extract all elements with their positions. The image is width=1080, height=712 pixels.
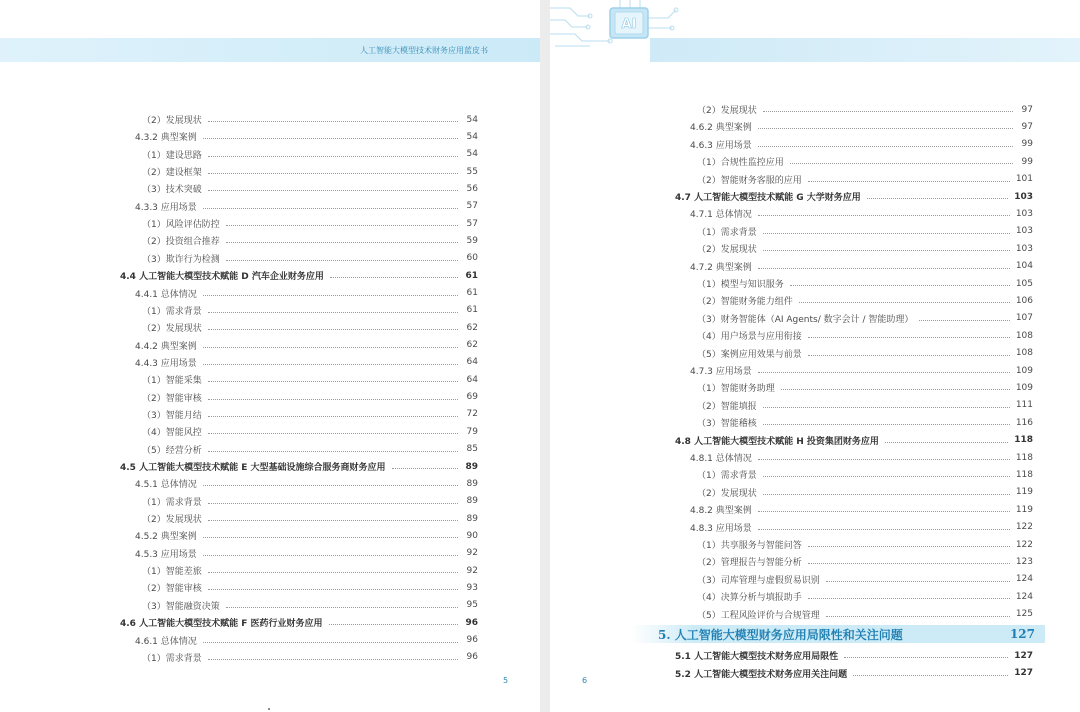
stray-mark <box>268 708 270 710</box>
toc-entry-page: 64 <box>466 357 478 368</box>
toc-entry[interactable] <box>675 153 1033 170</box>
toc-entry[interactable] <box>675 432 1033 449</box>
dot-leader <box>203 642 458 643</box>
toc-entry-title: 4.8.3 应用场景 <box>690 523 752 534</box>
dot-leader <box>790 163 1013 164</box>
toc-entry-page: 85 <box>466 444 478 455</box>
toc-entry-page: 60 <box>466 253 478 264</box>
toc-entry-page: 119 <box>1015 487 1033 498</box>
toc-entry-title: （5）工程风险评价与合规管理 <box>697 610 820 621</box>
toc-entry[interactable] <box>675 275 1033 292</box>
dot-leader <box>203 555 458 556</box>
dot-leader <box>758 146 1013 147</box>
dot-leader <box>203 295 458 296</box>
toc-entry-title: （3）司库管理与虚假贸易识别 <box>697 575 820 586</box>
toc-entry[interactable] <box>120 267 478 284</box>
toc-entry-title: 4.4.2 典型案例 <box>135 341 197 352</box>
dot-leader <box>808 337 1010 338</box>
toc-entry[interactable] <box>120 475 478 492</box>
dot-leader <box>203 537 458 538</box>
dot-leader <box>763 424 1010 425</box>
toc-entry[interactable] <box>675 414 1033 431</box>
toc-entry-title: 4.4 人工智能大模型技术赋能 D 汽车企业财务应用 <box>120 272 324 283</box>
toc-entry[interactable] <box>120 458 478 475</box>
dot-leader <box>226 260 458 261</box>
toc-entry-title: （5）案例应用效果与前景 <box>697 349 802 360</box>
dot-leader <box>853 675 1008 676</box>
toc-entry-title: 4.7.3 应用场景 <box>690 367 752 377</box>
dot-leader <box>208 433 458 434</box>
dot-leader <box>208 381 458 382</box>
toc-entry[interactable] <box>675 519 1033 536</box>
toc-entry-title: （3）技术突破 <box>142 185 202 196</box>
toc-entry-title: （2）发展现状 <box>697 488 757 499</box>
toc-entry-page: 93 <box>466 582 478 593</box>
dot-leader <box>826 581 1010 582</box>
toc-entry-page: 69 <box>466 392 478 403</box>
toc-entry[interactable] <box>675 345 1033 362</box>
toc-entry[interactable] <box>675 588 1033 605</box>
toc-entry[interactable] <box>675 205 1033 222</box>
toc-entry[interactable] <box>120 423 478 440</box>
header-band <box>650 38 1080 62</box>
toc-entry-page: 103 <box>1015 243 1033 254</box>
toc-entry[interactable] <box>120 337 478 354</box>
toc-entry-title: （1）智能财务助理 <box>697 384 775 395</box>
toc-entry-title: （2）发展现状 <box>142 324 202 335</box>
toc-entry[interactable] <box>675 101 1033 118</box>
toc-entry-title: 4.7.2 典型案例 <box>690 262 752 273</box>
dot-leader <box>808 598 1010 599</box>
ai-chip-logo <box>550 0 680 50</box>
toc-entry[interactable] <box>120 285 478 302</box>
toc-entry-page: 107 <box>1015 313 1033 324</box>
toc-entry[interactable] <box>120 111 478 128</box>
dot-leader <box>329 624 459 625</box>
toc-entry[interactable] <box>675 606 1033 623</box>
toc-entry-title: （1）需求背景 <box>142 497 202 508</box>
page-number: 5 <box>503 676 509 685</box>
toc-entry[interactable] <box>675 258 1033 275</box>
dot-leader <box>826 616 1010 617</box>
toc-entry-page: 97 <box>1021 104 1033 115</box>
toc-entry-page: 92 <box>466 565 478 576</box>
toc-entry-title: （1）智能差旅 <box>142 567 202 578</box>
toc-entry-page: 127 <box>1014 668 1033 678</box>
toc-entry-title: （1）需求背景 <box>142 653 202 664</box>
toc-entry-page: 61 <box>465 270 478 281</box>
toc-entry-page: 118 <box>1015 469 1033 480</box>
toc-entry-page: 54 <box>466 149 478 160</box>
dot-leader <box>808 181 1010 182</box>
toc-entry-page: 79 <box>466 426 478 437</box>
toc-list-left <box>120 111 478 671</box>
toc-entry-title: （4）决算分析与填报助手 <box>697 593 802 604</box>
toc-entry[interactable] <box>120 562 478 579</box>
toc-entry-title: 4.8 人工智能大模型技术赋能 H 投资集团财务应用 <box>675 436 879 447</box>
toc-entry-page: 54 <box>466 114 478 125</box>
dot-leader <box>208 329 458 330</box>
toc-entry-title: （4）用户场景与应用衔接 <box>697 332 802 343</box>
page-number: 6 <box>582 676 588 685</box>
toc-entry-title: 4.4.3 应用场景 <box>135 358 197 369</box>
toc-entry[interactable] <box>120 510 478 527</box>
toc-entry-page: 64 <box>466 374 478 385</box>
toc-entry[interactable] <box>120 180 478 197</box>
dot-leader <box>208 156 458 157</box>
toc-entry[interactable] <box>675 647 1033 664</box>
toc-entry-title: （3）智能稽核 <box>697 419 757 430</box>
toc-entry-title: （1）需求背景 <box>697 227 757 238</box>
toc-entry-title: 4.5.3 应用场景 <box>135 549 197 560</box>
dot-leader <box>844 657 1008 658</box>
toc-entry-title: （3）欺诈行为检测 <box>142 254 220 265</box>
toc-entry-page: 108 <box>1015 348 1033 359</box>
toc-entry-title: （2）管理报告与智能分析 <box>697 558 802 569</box>
toc-entry[interactable] <box>675 240 1033 257</box>
toc-entry[interactable] <box>675 310 1033 327</box>
toc-entry-page: 62 <box>466 322 478 333</box>
toc-entry-page: 104 <box>1015 261 1033 272</box>
dot-leader <box>226 225 458 226</box>
toc-entry[interactable] <box>675 327 1033 344</box>
toc-entry-page: 118 <box>1014 435 1033 446</box>
right-page <box>550 0 1080 712</box>
toc-entry[interactable] <box>120 163 478 180</box>
toc-entry[interactable] <box>675 362 1033 379</box>
dot-leader <box>763 250 1010 251</box>
toc-entry-page: 101 <box>1015 174 1033 185</box>
toc-entry-title: 4.5 人工智能大模型技术赋能 E 大型基础设施综合服务商财务应用 <box>120 463 386 473</box>
running-title: 人工智能大模型技术财务应用蓝皮书 <box>360 46 488 55</box>
toc-entry-page: 103 <box>1015 226 1033 237</box>
toc-entry-page: 54 <box>466 131 478 142</box>
toc-entry-page: 103 <box>1015 208 1033 219</box>
toc-entry-title: （2）智能财务能力组件 <box>697 297 793 308</box>
toc-entry-title: （2）智能审核 <box>142 393 202 404</box>
toc-entry-page: 62 <box>466 340 478 351</box>
toc-entry-title: （2）智能财务客服的应用 <box>697 175 802 186</box>
toc-entry-page: 61 <box>466 288 478 298</box>
toc-entry-page: 99 <box>1021 139 1033 150</box>
toc-entry-title: （2）发展现状 <box>142 515 202 526</box>
toc-entry-page: 108 <box>1015 330 1033 341</box>
toc-entry-page: 96 <box>465 617 478 628</box>
toc-entry[interactable] <box>675 449 1033 466</box>
toc-entry[interactable] <box>120 614 478 631</box>
toc-entry[interactable] <box>675 665 1033 682</box>
toc-entry-page: 96 <box>466 635 478 645</box>
toc-entry-title: 4.5.2 典型案例 <box>135 532 197 543</box>
dot-leader <box>208 173 458 174</box>
toc-entry-title: （1）风险评估防控 <box>142 220 220 231</box>
toc-entry-title: （4）智能风控 <box>142 428 202 439</box>
toc-entry-page: 119 <box>1015 504 1033 515</box>
chapter-heading[interactable] <box>632 625 1045 643</box>
toc-entry[interactable] <box>675 501 1033 518</box>
toc-entry-title: 4.8.2 典型案例 <box>690 506 752 517</box>
toc-entry[interactable] <box>120 128 478 145</box>
dot-leader <box>226 607 458 608</box>
toc-entry[interactable] <box>120 579 478 596</box>
toc-entry[interactable] <box>675 136 1033 153</box>
toc-entry-title: （5）经营分析 <box>142 445 202 456</box>
toc-entry[interactable] <box>120 441 478 458</box>
toc-entry-page: 122 <box>1015 539 1033 550</box>
dot-leader <box>763 111 1013 112</box>
toc-entry[interactable] <box>120 649 478 666</box>
toc-entry[interactable] <box>675 466 1033 483</box>
toc-entry[interactable] <box>120 354 478 371</box>
dot-leader <box>758 268 1010 269</box>
toc-entry[interactable] <box>120 597 478 614</box>
toc-entry[interactable] <box>120 232 478 249</box>
toc-entry-title: （1）共享服务与智能问答 <box>697 541 802 551</box>
dot-leader <box>208 312 458 313</box>
dot-leader <box>808 563 1010 564</box>
dot-leader <box>203 364 458 365</box>
dot-leader <box>208 520 458 521</box>
dot-leader <box>758 459 1010 460</box>
dot-leader <box>758 215 1010 216</box>
dot-leader <box>226 242 458 243</box>
toc-entry-title: （1）需求背景 <box>697 471 757 482</box>
toc-entry-page: 89 <box>466 478 478 489</box>
toc-entry-title: （1）模型与知识服务 <box>697 280 784 290</box>
toc-entry[interactable] <box>120 250 478 267</box>
toc-entry[interactable] <box>675 571 1033 588</box>
toc-entry-page: 57 <box>466 218 478 229</box>
dot-leader <box>203 485 458 486</box>
dot-leader <box>208 190 458 191</box>
toc-entry-page: 99 <box>1021 156 1033 167</box>
toc-entry-title: （1）需求背景 <box>142 306 202 317</box>
toc-entry[interactable] <box>675 223 1033 240</box>
toc-entry-page: 109 <box>1015 365 1033 376</box>
toc-entry-title: 5.1 人工智能大模型技术财务应用局限性 <box>675 652 839 662</box>
toc-entry[interactable] <box>675 292 1033 309</box>
toc-entry-title: （2）智能审核 <box>142 584 202 595</box>
toc-entry-page: 97 <box>1021 121 1033 132</box>
dot-leader <box>885 442 1008 443</box>
toc-entry[interactable] <box>120 371 478 388</box>
toc-entry-title: （1）合规性监控应用 <box>697 158 784 169</box>
toc-entry-title: 4.6.1 总体情况 <box>135 636 197 647</box>
toc-list-right <box>675 101 1033 621</box>
toc-entry[interactable] <box>675 379 1033 396</box>
toc-entry[interactable] <box>120 198 478 215</box>
dot-leader <box>867 198 1008 199</box>
dot-leader <box>919 320 1009 321</box>
toc-entry-page: 122 <box>1015 522 1033 533</box>
toc-entry-page: 89 <box>465 461 478 472</box>
toc-entry[interactable] <box>120 527 478 544</box>
toc-entry[interactable] <box>120 632 478 649</box>
toc-entry-title: 4.4.1 总体情况 <box>135 289 197 300</box>
toc-entry-page: 109 <box>1015 382 1033 393</box>
toc-entry[interactable] <box>120 215 478 232</box>
toc-entry-title: 4.7 人工智能大模型技术赋能 G 大学财务应用 <box>675 193 861 203</box>
dot-leader <box>330 277 458 278</box>
toc-entry[interactable] <box>675 484 1033 501</box>
toc-entry-title: （2）发展现状 <box>697 245 757 256</box>
toc-entry-page: 92 <box>466 548 478 559</box>
chapter-page: 127 <box>1009 627 1035 641</box>
toc-entry-title: （3）财务智能体（AI Agents/ 数字会计 / 智能助理） <box>697 314 914 325</box>
toc-list-right-tail <box>675 647 1033 683</box>
toc-entry[interactable] <box>675 536 1033 553</box>
dot-leader <box>799 302 1010 303</box>
dot-leader <box>758 372 1010 373</box>
dot-leader <box>208 416 458 417</box>
toc-entry[interactable] <box>675 171 1033 188</box>
toc-entry-title: （2）发展现状 <box>142 116 202 126</box>
toc-entry-page: 124 <box>1015 591 1033 602</box>
dot-leader <box>203 347 458 348</box>
dot-leader <box>763 407 1010 408</box>
dot-leader <box>758 529 1010 530</box>
dot-leader <box>758 511 1010 512</box>
toc-entry-title: （1）智能采集 <box>142 376 202 387</box>
dot-leader <box>208 659 458 660</box>
dot-leader <box>781 389 1010 390</box>
toc-entry-page: 90 <box>466 530 478 541</box>
toc-entry-title: （3）智能融资决策 <box>142 601 220 612</box>
toc-entry-title: （2）智能填报 <box>697 401 757 412</box>
toc-entry[interactable] <box>120 545 478 562</box>
toc-entry-page: 59 <box>466 235 478 246</box>
toc-entry-title: 4.5.1 总体情况 <box>135 480 197 491</box>
chapter-title: 5. 人工智能大模型财务应用局限性和关注问题 <box>658 627 903 642</box>
toc-entry-page: 123 <box>1015 556 1033 567</box>
toc-entry[interactable] <box>120 146 478 163</box>
dot-leader <box>763 494 1010 495</box>
toc-entry-page: 125 <box>1015 609 1033 620</box>
toc-entry-title: 4.6.2 典型案例 <box>690 123 752 134</box>
toc-entry[interactable] <box>675 553 1033 570</box>
toc-entry-page: 105 <box>1015 278 1033 289</box>
dot-leader <box>790 285 1010 286</box>
dot-leader <box>208 399 458 400</box>
toc-entry-page: 96 <box>466 652 478 663</box>
dot-leader <box>763 233 1010 234</box>
toc-entry-title: 4.6 人工智能大模型技术赋能 F 医药行业财务应用 <box>120 619 323 630</box>
dot-leader <box>208 503 458 504</box>
dot-leader <box>808 355 1010 356</box>
dot-leader <box>203 138 458 139</box>
toc-entry-page: 72 <box>466 409 478 420</box>
toc-entry[interactable] <box>675 118 1033 135</box>
toc-entry-page: 118 <box>1015 452 1033 463</box>
toc-entry-title: 4.6.3 应用场景 <box>690 140 752 151</box>
toc-entry-page: 57 <box>466 201 478 212</box>
toc-entry-title: 4.3.2 典型案例 <box>135 133 197 144</box>
toc-entry-title: （2）建设框架 <box>142 168 202 179</box>
toc-entry-title: （1）建设思路 <box>142 150 202 161</box>
toc-entry[interactable] <box>120 319 478 336</box>
toc-entry-title: 4.3.3 应用场景 <box>135 202 197 213</box>
toc-entry-page: 127 <box>1014 650 1033 661</box>
logo-text: AI <box>621 17 637 32</box>
toc-entry-page: 56 <box>466 183 478 194</box>
toc-entry-title: （2）发展现状 <box>697 106 757 116</box>
dot-leader <box>208 572 458 573</box>
toc-entry[interactable] <box>675 188 1033 205</box>
toc-entry-page: 55 <box>466 166 478 177</box>
toc-entry-title: （3）智能月结 <box>142 410 202 421</box>
toc-entry-page: 61 <box>466 305 478 316</box>
dot-leader <box>208 589 458 590</box>
toc-entry[interactable] <box>120 493 478 510</box>
toc-entry-page: 89 <box>466 513 478 524</box>
toc-entry[interactable] <box>120 302 478 319</box>
dot-leader <box>208 121 458 122</box>
toc-entry-page: 106 <box>1015 295 1033 306</box>
toc-entry-title: 4.8.1 总体情况 <box>690 454 752 464</box>
toc-entry-page: 124 <box>1015 574 1033 585</box>
toc-entry-page: 89 <box>466 496 478 507</box>
dot-leader <box>758 128 1013 129</box>
toc-entry[interactable] <box>675 397 1033 414</box>
toc-entry-title: （2）投资组合推荐 <box>142 237 220 248</box>
toc-entry-title: 5.2 人工智能大模型技术财务应用关注问题 <box>675 669 848 680</box>
toc-entry[interactable] <box>120 389 478 406</box>
dot-leader <box>392 468 459 469</box>
toc-entry-page: 103 <box>1014 191 1033 202</box>
dot-leader <box>763 476 1010 477</box>
dot-leader <box>208 451 458 452</box>
toc-entry-page: 116 <box>1015 417 1033 428</box>
dot-leader <box>808 546 1010 547</box>
dot-leader <box>203 208 458 209</box>
toc-entry-page: 95 <box>466 600 478 611</box>
toc-entry[interactable] <box>120 406 478 423</box>
toc-entry-title: 4.7.1 总体情况 <box>690 210 752 221</box>
toc-entry-page: 111 <box>1015 400 1033 411</box>
